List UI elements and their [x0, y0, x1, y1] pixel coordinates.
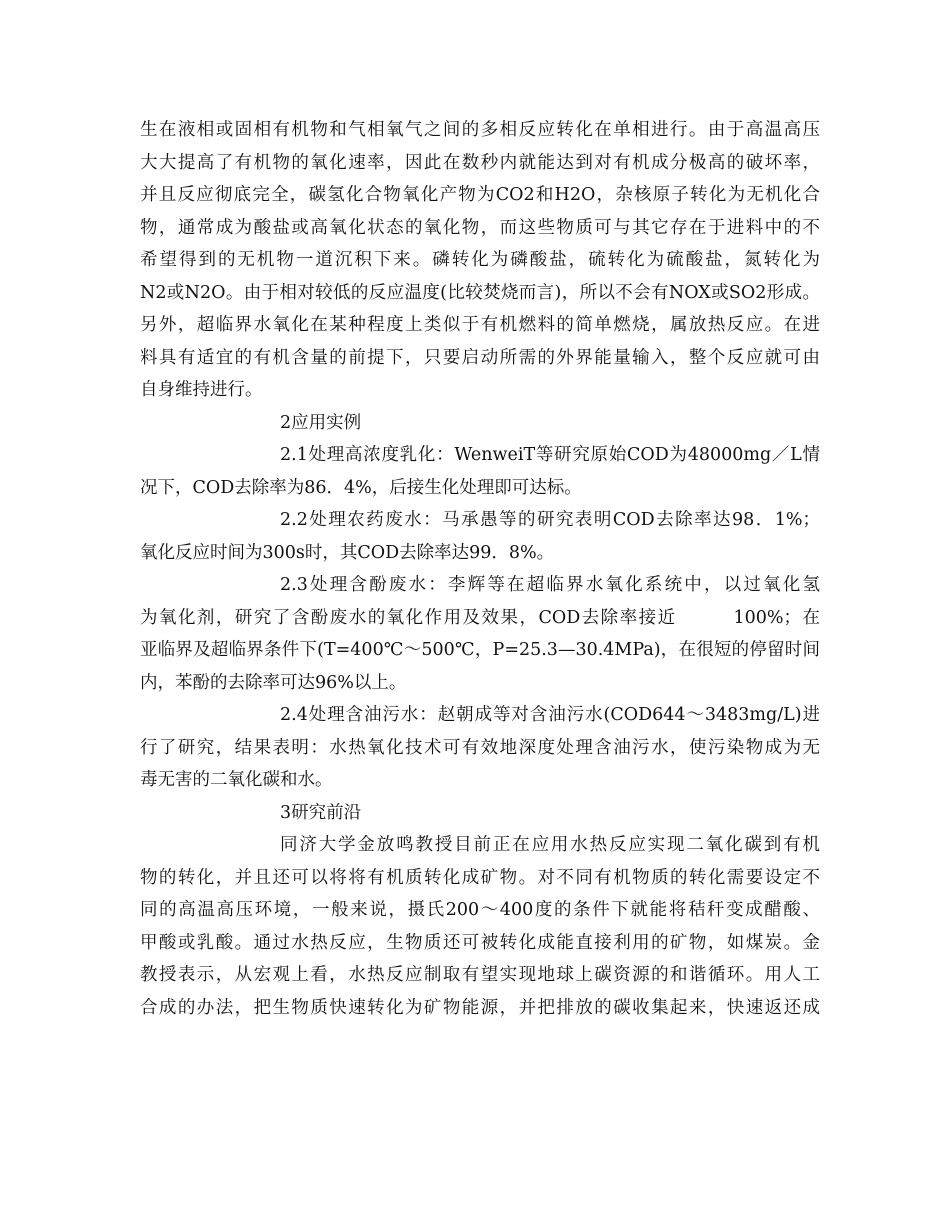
- paragraph-line: 物，通常成为酸盐或高氧化状态的氧化物，而这些物质可与其它存在于进料中的不: [140, 217, 820, 238]
- paragraph-line: 内，苯酚的去除率可达96%以上。: [140, 672, 407, 693]
- paragraph-line: 2.1处理高浓度乳化：WenweiT等研究原始COD为48000mg／L情: [280, 445, 820, 465]
- paragraph-line: 物的转化，并且还可以将将有机质转化成矿物。对不同有机物质的转化需要设定不: [140, 867, 820, 888]
- paragraph-line: 甲酸或乳酸。通过水热反应，生物质还可被转化成能直接利用的矿物，如煤炭。金: [140, 932, 820, 953]
- document-body: [140, 114, 820, 1024]
- paragraph-line: 同济大学金放鸣教授目前正在应用水热反应实现二氧化碳到有机: [280, 835, 820, 855]
- paragraph-line: 自身维持进行。: [140, 380, 263, 400]
- paragraph-line: 同的高温高压环境，一般来说，摄氏200～400度的条件下就能将秸秆变成醋酸、: [140, 900, 820, 920]
- paragraph-line: 生在液相或固相有机物和气相氧气之间的多相反应转化在单相进行。由于高温高压: [140, 120, 820, 140]
- paragraph-line: 并且反应彻底完全，碳氢化合物氧化产物为CO2和H2O，杂核原子转化为无机化合: [140, 185, 820, 205]
- section-heading: 2应用实例: [280, 412, 362, 433]
- paragraph-line: 亚临界及超临界条件下(T=400℃～500℃，P=25.3—30.4MPa)，在很短的停留时间: [140, 640, 820, 660]
- paragraph-line: 氧化反应时间为300s时，其COD去除率达99．8%。: [140, 542, 555, 563]
- paragraph-line: 希望得到的无机物一道沉积下来。磷转化为磷酸盐，硫转化为硫酸盐，氮转化为: [140, 250, 820, 270]
- paragraph-line: 料具有适宜的有机含量的前提下，只要启动所需的外界能量输入，整个反应就可由: [140, 347, 820, 368]
- paragraph-line: 为氧化剂，研究了含酚废水的氧化作用及效果，COD去除率接近 100%；在: [140, 607, 820, 628]
- paragraph-line: 教授表示，从宏观上看，水热反应制取有望实现地球上碳资源的和谐循环。用人工: [140, 965, 820, 985]
- paragraph-line: 另外，超临界水氧化在某种程度上类似于有机燃料的简单燃烧，属放热反应。在进: [140, 315, 820, 335]
- paragraph-line: 合成的办法，把生物质快速转化为矿物能源，并把排放的碳收集起来，快速返还成: [140, 997, 820, 1018]
- paragraph-line: 行了研究，结果表明：水热氧化技术可有效地深度处理含油污水，使污染物成为无: [140, 737, 820, 758]
- paragraph-line: 2.3处理含酚废水：李辉等在超临界水氧化系统中，以过氧化氢: [280, 575, 820, 595]
- paragraph-line: 2.2处理农药废水：马承愚等的研究表明COD去除率达98．1%；: [280, 510, 820, 530]
- paragraph-line: 大大提高了有机物的氧化速率，因此在数秒内就能达到对有机成分极高的破坏率，: [140, 152, 820, 173]
- paragraph-line: 毒无害的二氧化碳和水。: [140, 770, 333, 790]
- paragraph-line: 况下，COD去除率为86．4%，后接生化处理即可达标。: [140, 477, 582, 498]
- section-heading: 3研究前沿: [280, 802, 362, 823]
- paragraph-line: 2.4处理含油污水：赵朝成等对含油污水(COD644～3483mg/L)进: [280, 705, 820, 725]
- paragraph-line: N2或N2O。由于相对较低的反应温度(比较焚烧而言)，所以不会有NOX或SO2形成。: [140, 282, 820, 303]
